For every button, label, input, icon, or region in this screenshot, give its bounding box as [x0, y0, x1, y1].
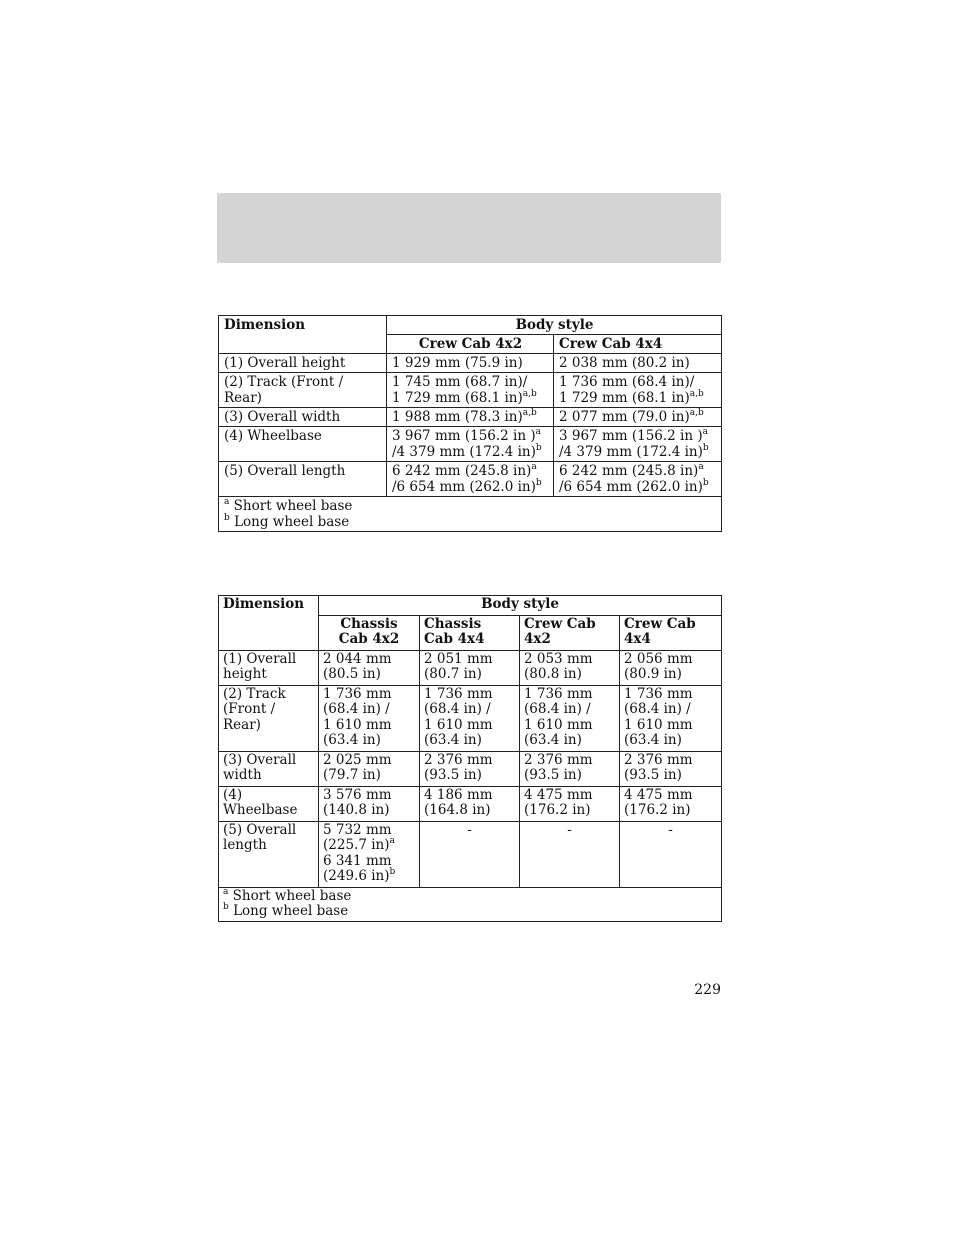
row-label: (3) Overall width — [219, 408, 387, 427]
table-row — [219, 650, 722, 685]
footnotes-row — [219, 497, 722, 532]
footnote-b: Long wheel base — [233, 902, 349, 919]
cell-value: 2 376 mm (93.5 in) — [420, 751, 520, 786]
header-crew-cab-4x4: Crew Cab 4x4 — [620, 615, 722, 650]
cell-value: 1 988 mm (78.3 in)$^{a,b}$ — [387, 408, 554, 427]
row-label: (5) Overall length — [219, 821, 319, 887]
footnotes: $^a$ Short wheel base $^b$ Long wheel base — [219, 887, 722, 921]
cell-value: 2 038 mm (80.2 in) — [554, 354, 722, 373]
row-label: (2) Track (Front / Rear) — [219, 373, 387, 408]
header-body-style: Body style — [387, 316, 722, 335]
cell-value: 1 745 mm (68.7 in)/ 1 729 mm (68.1 in)$^{a,b}$ — [387, 373, 554, 408]
cell-value: 4 475 mm (176.2 in) — [520, 786, 620, 821]
cell-value: 2 044 mm (80.5 in) — [319, 650, 420, 685]
table-row — [219, 685, 722, 751]
cell-value: 6 242 mm (245.8 in)$^a$ /6 654 mm (262.0 in)$^b$ — [387, 462, 554, 497]
page-number: 229 — [694, 982, 721, 998]
header-crew-cab-4x2: Crew Cab 4x2 — [387, 335, 554, 354]
cell-empty-dash: - — [620, 821, 722, 887]
header-body-style: Body style — [319, 596, 722, 616]
row-label: (3) Overall width — [219, 751, 319, 786]
footnotes: $^a$ Short wheel base $^b$ Long wheel base — [219, 497, 722, 532]
row-label: (4) Wheelbase — [219, 427, 387, 462]
header-dimension: Dimension — [219, 596, 319, 651]
header-dimension: Dimension — [219, 316, 387, 354]
cell-value: 1 929 mm (75.9 in) — [387, 354, 554, 373]
cell-value: 4 475 mm (176.2 in) — [620, 786, 722, 821]
table-row — [219, 462, 722, 497]
footnote-a: Short wheel base — [233, 498, 353, 514]
footnote-a: Short wheel base — [232, 887, 352, 904]
dimensions-table-chassis-and-crew-cab — [218, 595, 722, 922]
cell-value: 2 025 mm (79.7 in) — [319, 751, 420, 786]
table-row — [219, 821, 722, 887]
cell-value: 3 967 mm (156.2 in )$^a$ /4 379 mm (172.4 in)$^b$ — [554, 427, 722, 462]
cell-value: 3 576 mm (140.8 in) — [319, 786, 420, 821]
cell-value: 4 186 mm (164.8 in) — [420, 786, 520, 821]
table-row — [219, 408, 722, 427]
cell-value: 1 736 mm (68.4 in) / 1 610 mm (63.4 in) — [319, 685, 420, 751]
footnotes-row — [219, 887, 722, 921]
cell-value: 2 053 mm (80.8 in) — [520, 650, 620, 685]
table-row — [219, 786, 722, 821]
cell-value: 6 242 mm (245.8 in)$^a$ /6 654 mm (262.0 in)$^b$ — [554, 462, 722, 497]
cell-value: 2 077 mm (79.0 in)$^{a,b}$ — [554, 408, 722, 427]
table-header-row — [219, 596, 722, 616]
row-label: (5) Overall length — [219, 462, 387, 497]
cell-value: 2 051 mm (80.7 in) — [420, 650, 520, 685]
row-label: (1) Overall height — [219, 354, 387, 373]
cell-value: 2 376 mm (93.5 in) — [520, 751, 620, 786]
cell-value: 1 736 mm (68.4 in) / 1 610 mm (63.4 in) — [620, 685, 722, 751]
cell-value: 2 376 mm (93.5 in) — [620, 751, 722, 786]
header-chassis-cab-4x4: Chassis Cab 4x4 — [420, 615, 520, 650]
dimensions-table-crew-cab — [218, 315, 722, 532]
cell-value: 3 967 mm (156.2 in )$^a$ /4 379 mm (172.4 in)$^b$ — [387, 427, 554, 462]
table-header-row — [219, 316, 722, 335]
header-crew-cab-4x4: Crew Cab 4x4 — [554, 335, 722, 354]
cell-value: 1 736 mm (68.4 in) / 1 610 mm (63.4 in) — [420, 685, 520, 751]
table-row — [219, 751, 722, 786]
table-row — [219, 427, 722, 462]
cell-value: 2 056 mm (80.9 in) — [620, 650, 722, 685]
cell-value: 1 736 mm (68.4 in) / 1 610 mm (63.4 in) — [520, 685, 620, 751]
section-header-band — [217, 193, 721, 263]
row-label: (4) Wheelbase — [219, 786, 319, 821]
header-chassis-cab-4x2: Chassis Cab 4x2 — [319, 615, 420, 650]
table-row — [219, 354, 722, 373]
header-crew-cab-4x2: Crew Cab 4x2 — [520, 615, 620, 650]
cell-empty-dash: - — [420, 821, 520, 887]
table-row — [219, 373, 722, 408]
cell-value: 1 736 mm (68.4 in)/ 1 729 mm (68.1 in)$^{a,b}$ — [554, 373, 722, 408]
cell-value: 5 732 mm (225.7 in)$^a$ 6 341 mm (249.6 in)$^b$ — [319, 821, 420, 887]
footnote-b: Long wheel base — [234, 514, 350, 530]
row-label: (1) Overall height — [219, 650, 319, 685]
cell-empty-dash: - — [520, 821, 620, 887]
row-label: (2) Track (Front / Rear) — [219, 685, 319, 751]
